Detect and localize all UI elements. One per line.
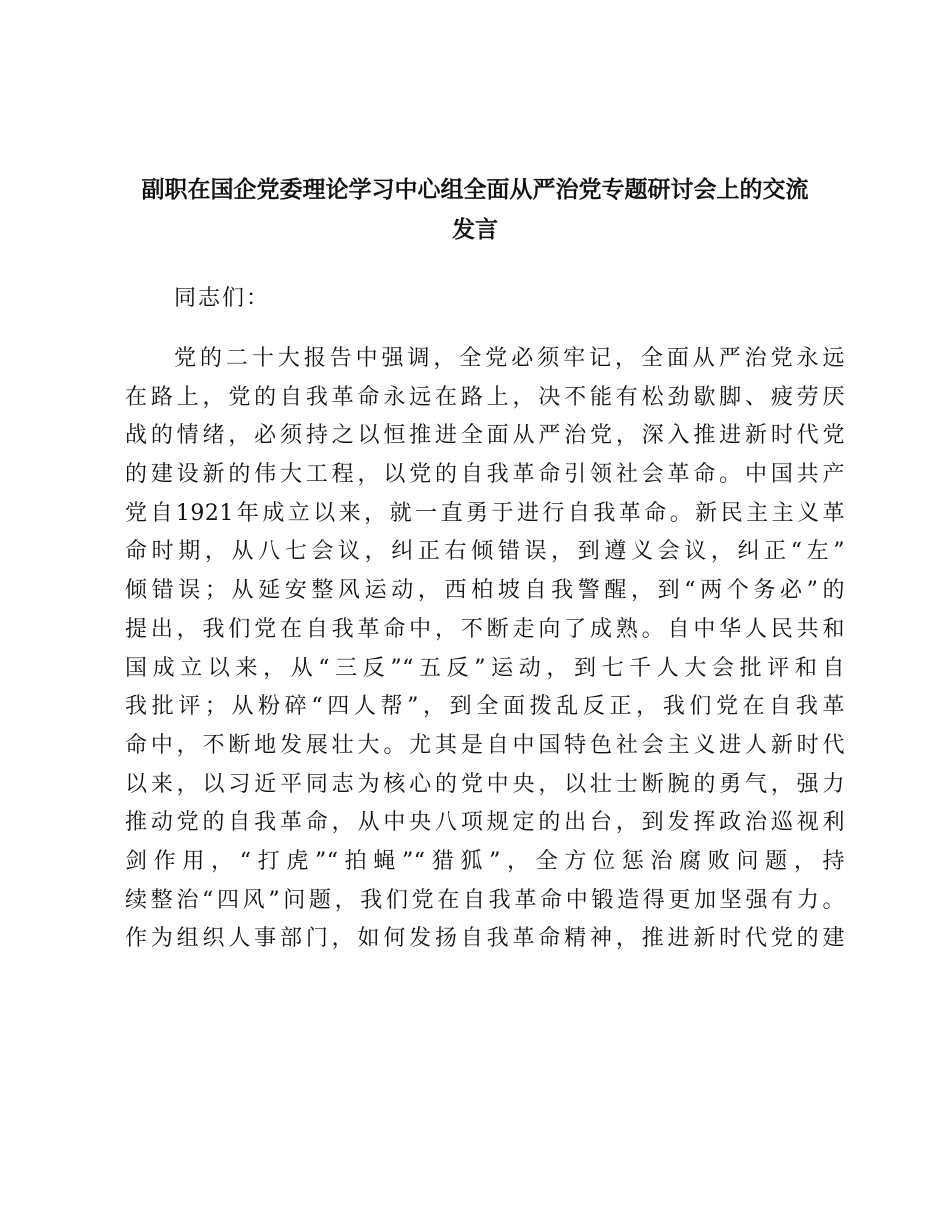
body-line: 我批评；从粉碎“四人帮”，到全面拨乱反正，我们党在自我革 (125, 694, 845, 720)
body-line: 在路上，党的自我革命永远在路上，决不能有松劲歇脚、疲劳厌 (125, 384, 845, 410)
title-line-1: 副职在国企党委理论学习中心组全面从严治党专题研讨会上的交流 (141, 176, 809, 203)
body-line: 党的二十大报告中强调，全党必须牢记，全面从严治党永远 (174, 346, 845, 371)
body-line: 以来，以习近平同志为核心的党中央，以壮士断腕的勇气，强力 (125, 771, 845, 797)
body-line: 党自1921年成立以来，就一直勇于进行自我革命。新民主主义革 (125, 500, 845, 526)
body-line: 续整治“四风”问题，我们党在自我革命中锻造得更加坚强有力。 (125, 887, 845, 913)
body-line: 命中，不断地发展壮大。尤其是自中国特色社会主义进人新时代 (125, 732, 845, 758)
body-line: 作为组织人事部门，如何发扬自我革命精神，推进新时代党的建 (125, 926, 845, 952)
document-title (120, 170, 830, 250)
body-line: 国成立以来，从“三反”“五反”运动，到七千人大会批评和自 (125, 655, 845, 681)
body-line: 倾错误；从延安整风运动，西柏坡自我警醒，到“两个务必”的 (125, 578, 845, 604)
greeting: 同志们： (174, 286, 271, 311)
body-line: 剑作用，“打虎”“拍蝇”“猎狐”，全方位惩治腐败问题，持 (125, 848, 845, 874)
body-line: 命时期，从八七会议，纠正右倾错误，到遵义会议，纠正“左” (125, 539, 845, 565)
body-line: 推动党的自我革命，从中央八项规定的出台，到发挥政治巡视利 (125, 810, 845, 836)
body-line: 的建设新的伟大工程，以党的自我革命引领社会革命。中国共产 (125, 462, 845, 488)
body-paragraph (125, 340, 845, 959)
title-line-2: 发言 (452, 216, 498, 243)
body-line: 战的情绪，必须持之以恒推进全面从严治党，深入推进新时代党 (125, 423, 845, 449)
body-line: 提出，我们党在自我革命中，不断走向了成熟。自中华人民共和 (125, 616, 845, 642)
